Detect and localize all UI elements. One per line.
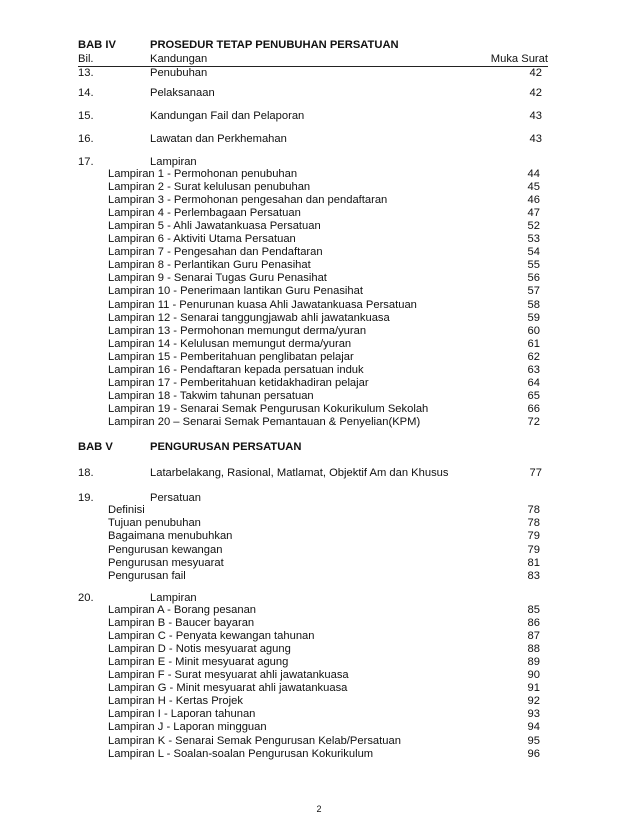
sub-entry-page: 94 (527, 721, 540, 734)
sub-entry-label: Definisi (108, 504, 145, 516)
sub-entry-label: Lampiran 12 - Senarai tanggungjawab ahli jawatankuasa (108, 311, 390, 324)
sub-entry-label: Lampiran L - Soalan-soalan Pengurusan Kokurikulum (108, 747, 374, 760)
toc-entry (78, 155, 548, 169)
lampiran-item (108, 272, 540, 285)
lampiran-item (108, 721, 540, 734)
sub-entry-page: 55 (527, 259, 540, 272)
sub-entry-label: Lampiran E - Minit mesyuarat agung (108, 656, 289, 669)
sub-entry-label: Lampiran 5 - Ahli Jawatankuasa Persatuan (108, 220, 321, 233)
lampiran-item (108, 682, 540, 695)
sub-entry-label: Lampiran H - Kertas Projek (108, 695, 243, 708)
sub-entry-label: Lampiran K - Senarai Semak Pengurusan Kelab/Persatuan (108, 734, 401, 747)
sub-entry-page: 65 (527, 389, 540, 402)
col-bil-header: Bil. (78, 53, 94, 65)
entry-title: Penubuhan (150, 67, 208, 79)
sub-entry-label: Lampiran 20 – Senarai Semak Pemantauan & Penyelian(KPM) (108, 415, 421, 428)
lampiran-item (108, 194, 540, 207)
sub-entry-label: Lampiran I - Laporan tahunan (108, 708, 256, 721)
sub-entry-label: Pengurusan fail (108, 570, 186, 582)
sub-entry-label: Lampiran 4 - Perlembagaan Persatuan (108, 207, 301, 220)
entry-number: 19. (78, 492, 94, 504)
lampiran-item (108, 338, 540, 351)
sub-entry-page: 95 (527, 734, 540, 747)
entry-title: Pelaksanaan (150, 87, 215, 99)
entry-number: 14. (78, 87, 94, 99)
sub-entry-page: 87 (527, 630, 540, 643)
sub-entry-label: Lampiran 16 - Pendaftaran kepada persatuan induk (108, 363, 364, 376)
sub-entry-page: 60 (527, 324, 540, 337)
sub-entry-page: 83 (527, 570, 540, 582)
sub-entry-page: 96 (527, 747, 540, 760)
lampiran-item (108, 351, 540, 364)
sub-entry-page: 63 (527, 363, 540, 376)
sub-entry-label: Lampiran G - Minit mesyuarat ahli jawatankuasa (108, 682, 348, 695)
bab-title: PROSEDUR TETAP PENUBUHAN PERSATUAN (150, 39, 399, 51)
lampiran-item (108, 669, 540, 682)
sub-entry-page: 78 (527, 517, 540, 530)
sub-entry-page: 47 (527, 207, 540, 220)
sub-entry-label: Lampiran 9 - Senarai Tugas Guru Penasihat (108, 272, 327, 285)
lampiran-item (108, 617, 540, 630)
entry-number: 18. (78, 467, 94, 479)
lampiran-item (108, 643, 540, 656)
lampiran-item (108, 325, 540, 338)
lampiran-item (108, 299, 540, 312)
lampiran-item (108, 207, 540, 220)
sub-entry-page: 61 (527, 337, 540, 350)
section-header-bab-iv (78, 38, 548, 52)
sub-entry-label: Tujuan penubuhan (108, 517, 201, 530)
lampiran-item (108, 695, 540, 708)
sub-entry-page: 92 (527, 695, 540, 708)
sub-entry-label: Lampiran 19 - Senarai Semak Pengurusan Kokurikulum Sekolah (108, 402, 429, 415)
col-muka-header: Muka Surat (490, 53, 548, 65)
bab-label: BAB V (78, 441, 113, 453)
toc-entry (78, 491, 548, 505)
entry-title: Lawatan dan Perkhemahan (150, 133, 287, 145)
persatuan-item (108, 557, 540, 570)
lampiran-item (108, 312, 540, 325)
lampiran-item (108, 403, 540, 416)
column-headers (78, 52, 548, 66)
sub-entry-label: Lampiran J - Laporan mingguan (108, 721, 267, 734)
lampiran-item (108, 708, 540, 721)
sub-entry-page: 72 (527, 415, 540, 428)
sub-entry-page: 88 (527, 643, 540, 656)
lampiran-item (108, 390, 540, 403)
entry-title: Lampiran (150, 592, 197, 604)
lampiran-item (108, 285, 540, 298)
sub-entry-page: 52 (527, 220, 540, 233)
entry-title: Latarbelakang, Rasional, Matlamat, Objektif Am dan Khusus (150, 467, 449, 479)
sub-entry-label: Lampiran B - Baucer bayaran (108, 617, 255, 630)
lampiran-item (108, 656, 540, 669)
section-header-bab-v (78, 440, 548, 454)
sub-entry-page: 59 (527, 311, 540, 324)
lampiran-item (108, 168, 540, 181)
persatuan-item (108, 504, 540, 517)
sub-entry-page: 53 (527, 233, 540, 246)
sub-entry-label: Pengurusan mesyuarat (108, 556, 224, 569)
sub-entry-label: Pengurusan kewangan (108, 543, 223, 556)
sub-entry-page: 58 (527, 298, 540, 311)
entry-page: 77 (529, 467, 542, 479)
lampiran-item (108, 364, 540, 377)
sub-entry-page: 81 (527, 556, 540, 569)
sub-entry-page: 86 (527, 617, 540, 630)
entry-page: 43 (529, 110, 542, 122)
sub-entry-label: Bagaimana menubuhkan (108, 530, 233, 543)
sub-entry-page: 78 (527, 504, 540, 516)
toc-entry (78, 109, 548, 123)
entry-title: Lampiran (150, 156, 197, 168)
sub-entry-page: 62 (527, 350, 540, 363)
lampiran-item (108, 630, 540, 643)
entry-number: 17. (78, 156, 94, 168)
sub-entry-label: Lampiran 13 - Permohonan memungut derma/yuran (108, 324, 367, 337)
sub-entry-page: 91 (527, 682, 540, 695)
sub-entry-page: 79 (527, 530, 540, 543)
bab-title: PENGURUSAN PERSATUAN (150, 441, 302, 453)
sub-entry-label: Lampiran 7 - Pengesahan dan Pendaftaran (108, 246, 323, 259)
sub-entry-label: Lampiran 14 - Kelulusan memungut derma/yuran (108, 337, 352, 350)
sub-entry-page: 90 (527, 669, 540, 682)
entry-title: Persatuan (150, 492, 201, 504)
sub-entry-page: 56 (527, 272, 540, 285)
bab-label: BAB IV (78, 39, 116, 51)
toc-entry (78, 66, 548, 80)
sub-entry-label: Lampiran 6 - Aktiviti Utama Persatuan (108, 233, 296, 246)
persatuan-item (108, 544, 540, 557)
sub-entry-label: Lampiran 10 - Penerimaan lantikan Guru Penasihat (108, 285, 363, 298)
lampiran-item (108, 416, 540, 429)
sub-entry-page: 54 (527, 246, 540, 259)
sub-entry-label: Lampiran 15 - Pemberitahuan penglibatan pelajar (108, 350, 354, 363)
col-kandungan-header: Kandungan (150, 53, 208, 65)
sub-entry-label: Lampiran 17 - Pemberitahuan ketidakhadiran pelajar (108, 376, 369, 389)
toc-entry (78, 466, 548, 480)
sub-entry-label: Lampiran 3 - Permohonan pengesahan dan pendaftaran (108, 194, 388, 207)
persatuan-item (108, 517, 540, 530)
entry-title: Kandungan Fail dan Pelaporan (150, 110, 305, 122)
lampiran-item (108, 748, 540, 761)
lampiran-item (108, 246, 540, 259)
lampiran-item (108, 735, 540, 748)
sub-entry-label: Lampiran F - Surat mesyuarat ahli jawatankuasa (108, 669, 349, 682)
entry-page: 42 (529, 67, 542, 79)
lampiran-item (108, 220, 540, 233)
sub-entry-page: 46 (527, 194, 540, 207)
entry-number: 16. (78, 133, 94, 145)
sub-entry-label: Lampiran 8 - Perlantikan Guru Penasihat (108, 259, 311, 272)
lampiran-item (108, 377, 540, 390)
sub-entry-label: Lampiran 1 - Permohonan penubuhan (108, 168, 298, 180)
entry-number: 15. (78, 110, 94, 122)
entry-number: 13. (78, 67, 94, 79)
sub-entry-page: 89 (527, 656, 540, 669)
sub-entry-label: Lampiran D - Notis mesyuarat agung (108, 643, 291, 656)
lampiran-item (108, 604, 540, 617)
persatuan-item (108, 570, 540, 583)
sub-entry-page: 64 (527, 376, 540, 389)
sub-entry-page: 45 (527, 181, 540, 194)
sub-entry-page: 66 (527, 402, 540, 415)
toc-entry (78, 591, 548, 605)
sub-entry-page: 57 (527, 285, 540, 298)
lampiran-item (108, 181, 540, 194)
sub-entry-label: Lampiran A - Borang pesanan (108, 604, 257, 616)
entry-page: 43 (529, 133, 542, 145)
page-number: 2 (316, 804, 322, 814)
sub-entry-page: 85 (527, 604, 540, 616)
toc-entry (78, 86, 548, 100)
sub-entry-page: 79 (527, 543, 540, 556)
entry-number: 20. (78, 592, 94, 604)
lampiran-item (108, 233, 540, 246)
toc-entry (78, 132, 548, 146)
sub-entry-label: Lampiran 2 - Surat kelulusan penubuhan (108, 181, 311, 194)
lampiran-item (108, 259, 540, 272)
sub-entry-page: 44 (527, 168, 540, 180)
sub-entry-page: 93 (527, 708, 540, 721)
sub-entry-label: Lampiran 11 - Penurunan kuasa Ahli Jawatankuasa Persatuan (108, 298, 417, 311)
sub-entry-label: Lampiran 18 - Takwim tahunan persatuan (108, 389, 314, 402)
sub-entry-label: Lampiran C - Penyata kewangan tahunan (108, 630, 315, 643)
persatuan-item (108, 530, 540, 543)
entry-page: 42 (529, 87, 542, 99)
